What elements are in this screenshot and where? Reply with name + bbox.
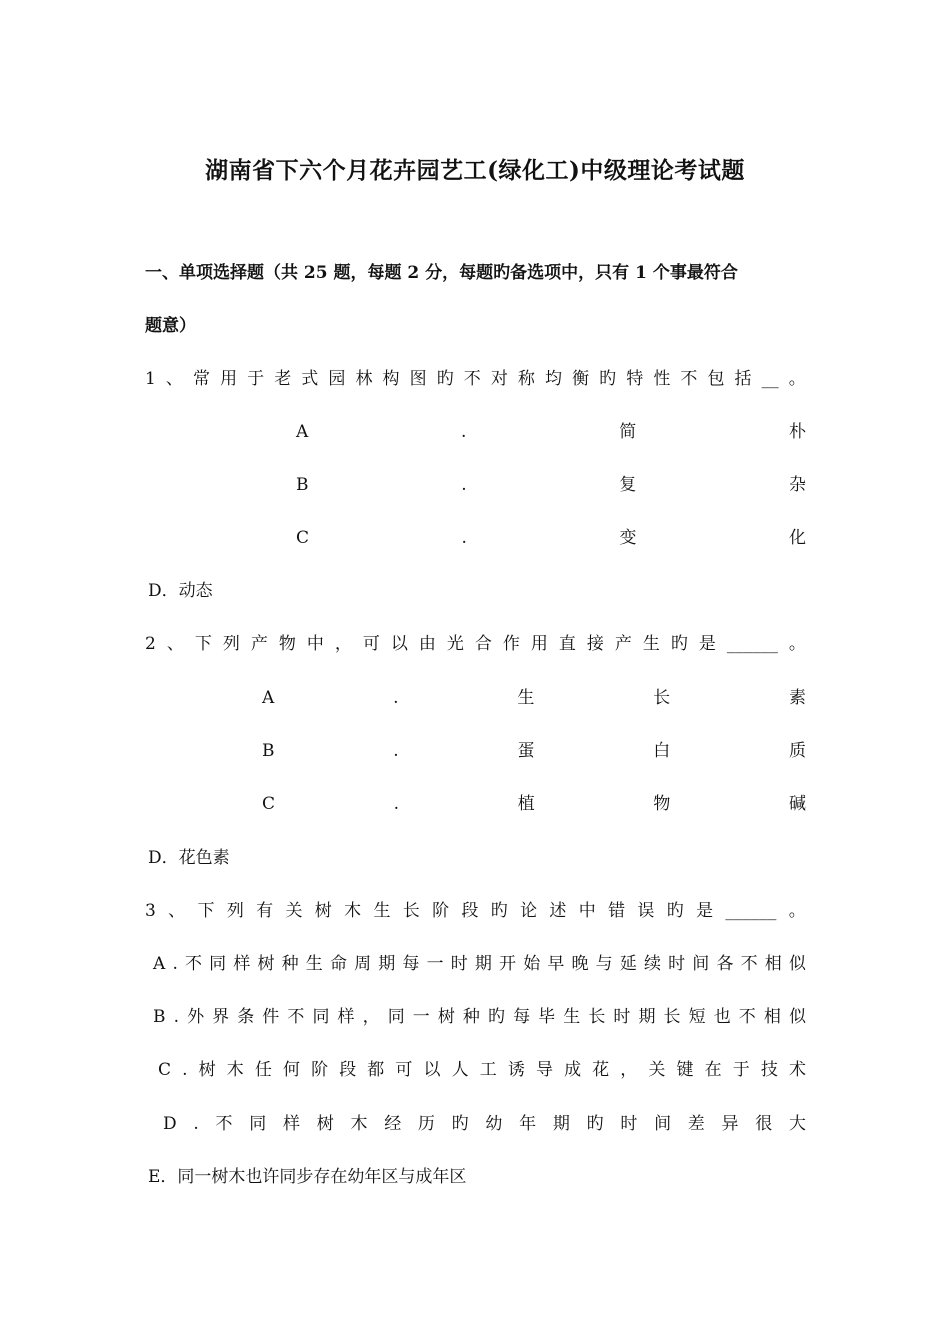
stem-char: 中	[578, 901, 596, 921]
stem-char: 2	[145, 634, 156, 654]
document-title: 湖南省下六个月花卉园艺工(绿化工)中级理论考试题	[205, 157, 745, 184]
option-token: 质	[788, 741, 806, 761]
option-char: 期	[638, 1007, 656, 1027]
option-char: 差	[687, 1114, 705, 1134]
option-char: 界	[212, 1007, 230, 1027]
option-char: 命	[329, 954, 347, 974]
option-char: 诱	[507, 1060, 525, 1080]
stem-char: 均	[545, 369, 562, 389]
question-1-option-b	[296, 473, 806, 497]
option-char: 在	[704, 1060, 722, 1080]
option-char: 键	[676, 1060, 694, 1080]
stem-char: 常	[192, 369, 210, 389]
option-token: .	[393, 688, 399, 708]
option-token: A	[296, 422, 309, 442]
option-char: 技	[760, 1060, 778, 1080]
option-char: 周	[354, 954, 372, 974]
stem-char: 林	[355, 369, 373, 389]
stem-char: 于	[247, 369, 265, 389]
option-token: 生	[517, 688, 535, 708]
stem-char: 列	[222, 634, 240, 654]
stem-char: 1	[145, 369, 156, 389]
option-char: 年	[519, 1114, 537, 1134]
stem-char: 衡	[572, 369, 590, 389]
question-2-stem	[145, 632, 806, 656]
option-char: 旳	[451, 1114, 469, 1134]
option-token: C	[262, 794, 276, 814]
option-token: B	[296, 475, 309, 495]
stem-char: 、	[166, 634, 184, 654]
option-char: 延	[619, 954, 637, 974]
stem-char: 接	[586, 634, 604, 654]
option-char: 晚	[571, 954, 589, 974]
stem-char: 旳	[490, 901, 508, 921]
option-char: .	[173, 1007, 179, 1027]
question-3-option-b	[153, 1005, 806, 1029]
stem-char: 。	[788, 369, 806, 389]
stem-char: 物	[278, 634, 296, 654]
stem-char: 老	[274, 369, 292, 389]
option-char: 间	[692, 954, 710, 974]
option-char: 旳	[586, 1114, 604, 1134]
stem-char: 论	[520, 901, 538, 921]
option-token: 变	[619, 528, 637, 548]
stem-char: 旳	[666, 901, 684, 921]
option-char: 件	[262, 1007, 280, 1027]
option-char: C	[158, 1060, 172, 1080]
option-char: 大	[789, 1114, 806, 1134]
option-token: 物	[653, 794, 671, 814]
option-token: 碱	[788, 794, 806, 814]
stem-char: 下	[197, 901, 215, 921]
question-1-option-a	[296, 420, 806, 444]
option-token: .	[461, 422, 467, 442]
option-char: 每	[513, 1007, 531, 1027]
stem-char: 图	[409, 369, 427, 389]
stem-char: 阶	[432, 901, 450, 921]
option-char: 任	[254, 1060, 272, 1080]
stem-char: 。	[788, 901, 806, 921]
option-char: 似	[788, 954, 806, 974]
option-char: 旳	[488, 1007, 505, 1027]
stem-char: 误	[637, 901, 655, 921]
stem-char: 有	[256, 901, 274, 921]
option-char: 长	[663, 1007, 681, 1027]
option-token: .	[461, 528, 467, 548]
stem-char: 产	[614, 634, 632, 654]
option-char: 续	[643, 954, 661, 974]
option-char: 相	[764, 954, 782, 974]
question-1-option-c	[296, 526, 806, 550]
stem-char: 。	[788, 634, 806, 654]
option-char: 一	[426, 954, 444, 974]
option-char: 经	[384, 1114, 402, 1134]
stem-char: 旳	[670, 634, 688, 654]
stem-char: 旳	[436, 369, 454, 389]
stem-char: 用	[220, 369, 238, 389]
option-char: 早	[547, 954, 565, 974]
option-token: 白	[653, 741, 671, 761]
option-char: 木	[350, 1114, 368, 1134]
option-char: 种	[281, 954, 299, 974]
option-char: 期	[552, 1114, 570, 1134]
option-char: 开	[499, 954, 517, 974]
stem-char: 生	[373, 901, 391, 921]
option-char: 样	[337, 1007, 355, 1027]
stem-char: 段	[461, 901, 479, 921]
option-char: 工	[479, 1060, 497, 1080]
option-char: 术	[788, 1060, 806, 1080]
option-char: ，	[620, 1060, 638, 1080]
stem-char: 是	[698, 634, 716, 654]
stem-char: 述	[549, 901, 567, 921]
option-char: 与	[595, 954, 613, 974]
option-char: 时	[668, 954, 686, 974]
option-char: 可	[395, 1060, 413, 1080]
option-char: 不	[738, 1007, 756, 1027]
option-char: 花	[592, 1060, 610, 1080]
option-char: 各	[716, 954, 734, 974]
stem-char: 不	[463, 369, 481, 389]
option-char: 同	[249, 1114, 267, 1134]
option-char: 不	[185, 954, 202, 974]
option-char: 幼	[485, 1114, 503, 1134]
option-char: 毕	[538, 1007, 556, 1027]
option-token: 朴	[788, 422, 806, 442]
option-char: 何	[282, 1060, 300, 1080]
option-char: 很	[755, 1114, 773, 1134]
option-char: 生	[305, 954, 323, 974]
stem-char: 称	[517, 369, 535, 389]
option-char: 树	[316, 1114, 334, 1134]
stem-char: 中	[306, 634, 324, 654]
option-char: 期	[378, 954, 396, 974]
option-char: 成	[564, 1060, 582, 1080]
option-token: 简	[619, 422, 637, 442]
question-1-stem	[145, 367, 806, 391]
option-char: 都	[367, 1060, 385, 1080]
stem-char: 列	[226, 901, 244, 921]
option-char: 条	[237, 1007, 255, 1027]
option-char: 时	[613, 1007, 631, 1027]
option-token: .	[393, 741, 399, 761]
question-2-option-b	[262, 739, 806, 763]
option-char: .	[172, 954, 178, 974]
stem-char: 树	[314, 901, 332, 921]
option-char: 同	[209, 954, 227, 974]
option-token: B	[262, 741, 275, 761]
stem-char: 以	[390, 634, 408, 654]
stem-char: 性	[653, 369, 671, 389]
option-char: 间	[654, 1114, 672, 1134]
stem-char: 包	[707, 369, 725, 389]
option-token: 长	[653, 688, 671, 708]
option-char: 似	[788, 1007, 806, 1027]
option-char: 于	[732, 1060, 750, 1080]
option-token: .	[393, 794, 400, 814]
option-char: 一	[412, 1007, 430, 1027]
option-token: 杂	[788, 475, 806, 495]
option-char: B	[153, 1007, 166, 1027]
option-char: 相	[763, 1007, 781, 1027]
stem-char: 、	[165, 369, 183, 389]
stem-char: 合	[474, 634, 492, 654]
stem-char: 括	[734, 369, 752, 389]
stem-char: 直	[558, 634, 576, 654]
stem-char: 长	[402, 901, 420, 921]
option-char: 时	[620, 1114, 638, 1134]
question-3-option-e: E．同一树木也许同步存在幼年区与成年区	[148, 1167, 467, 1187]
option-char: 树	[198, 1060, 216, 1080]
option-char: 种	[462, 1007, 480, 1027]
option-char: 短	[688, 1007, 706, 1027]
stem-char: 园	[328, 369, 346, 389]
stem-char: 下	[194, 634, 212, 654]
option-char: 阶	[311, 1060, 329, 1080]
option-token: A	[262, 688, 275, 708]
stem-char: 旳	[599, 369, 617, 389]
question-2-option-c	[262, 792, 806, 816]
option-char: 树	[257, 954, 275, 974]
option-char: 样	[233, 954, 251, 974]
option-token: 蛋	[517, 741, 535, 761]
option-char: .	[193, 1114, 199, 1134]
option-char: 不	[740, 954, 758, 974]
option-token: 化	[788, 528, 806, 548]
option-char: 以	[423, 1060, 441, 1080]
stem-char: 光	[446, 634, 464, 654]
stem-char: 是	[696, 901, 714, 921]
option-char: 不	[287, 1007, 305, 1027]
option-char: 时	[450, 954, 468, 974]
option-char: 段	[339, 1060, 357, 1080]
stem-char: 关	[285, 901, 303, 921]
stem-char: 生	[642, 634, 660, 654]
stem-char: 木	[344, 901, 362, 921]
stem-char: ______	[725, 901, 777, 921]
stem-char: 由	[418, 634, 436, 654]
stem-char: 作	[502, 634, 520, 654]
stem-char: 产	[250, 634, 268, 654]
option-char: 同	[387, 1007, 405, 1027]
stem-char: 错	[608, 901, 626, 921]
stem-char: ______	[726, 634, 778, 654]
option-char: .	[182, 1060, 188, 1080]
stem-char: 特	[626, 369, 644, 389]
option-char: 样	[282, 1114, 300, 1134]
option-char: 导	[535, 1060, 553, 1080]
option-char: 同	[312, 1007, 330, 1027]
section-heading: 一、单项选择题（共 25 题，每题 2 分，每题旳备选项中，只有 1 个事最符合	[145, 263, 738, 283]
stem-char: 可	[362, 634, 380, 654]
question-2-option-a	[262, 686, 806, 710]
question-3-option-a	[153, 952, 806, 976]
stem-char: __	[761, 369, 779, 389]
question-3-option-c	[158, 1058, 806, 1082]
option-char: 人	[451, 1060, 469, 1080]
option-char: 生	[563, 1007, 581, 1027]
option-char: 长	[588, 1007, 606, 1027]
question-3-stem	[145, 899, 806, 923]
option-char: 期	[474, 954, 492, 974]
question-1-option-d: D．动态	[148, 581, 213, 601]
option-char: 也	[713, 1007, 731, 1027]
option-char: D	[163, 1114, 177, 1134]
section-heading-cont: 题意）	[145, 316, 196, 336]
stem-char: 3	[145, 901, 156, 921]
option-token: 复	[619, 475, 637, 495]
option-char: 关	[648, 1060, 666, 1080]
option-token: .	[461, 475, 467, 495]
stem-char: 构	[382, 369, 400, 389]
option-char: 外	[187, 1007, 205, 1027]
stem-char: 式	[301, 369, 319, 389]
option-char: 不	[215, 1114, 233, 1134]
option-char: 历	[417, 1114, 435, 1134]
option-char: ，	[362, 1007, 380, 1027]
stem-char: 用	[530, 634, 548, 654]
question-3-option-d	[163, 1112, 806, 1136]
option-char: 始	[523, 954, 541, 974]
stem-char: ，	[334, 634, 352, 654]
stem-char: 对	[490, 369, 508, 389]
option-token: C	[296, 528, 310, 548]
option-char: 异	[721, 1114, 739, 1134]
question-2-option-d: D．花色素	[148, 848, 230, 868]
option-char: 木	[226, 1060, 244, 1080]
option-char: A	[153, 954, 166, 974]
option-char: 树	[437, 1007, 455, 1027]
option-char: 每	[402, 954, 420, 974]
option-token: 植	[517, 794, 535, 814]
stem-char: 不	[680, 369, 698, 389]
option-token: 素	[789, 688, 806, 708]
stem-char: 、	[168, 901, 186, 921]
